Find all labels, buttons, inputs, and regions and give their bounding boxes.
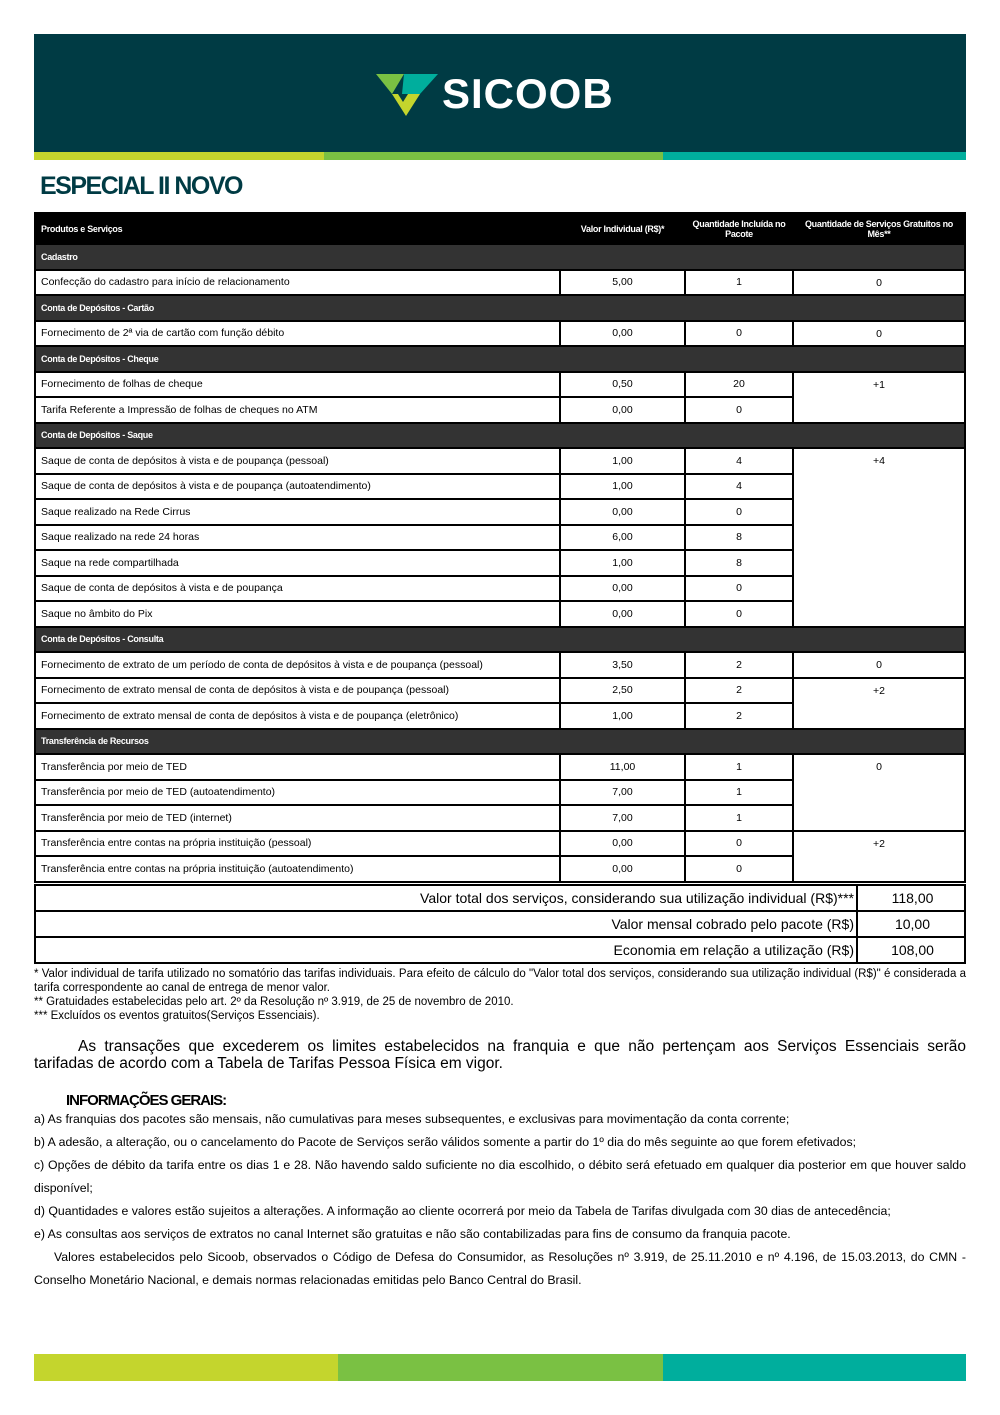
section-row (35, 295, 965, 321)
table-row (35, 372, 965, 398)
service-included: 0 (685, 601, 793, 627)
service-name: Confecção do cadastro para início de relacionamento (35, 270, 560, 296)
service-name: Fornecimento de extrato mensal de conta de depósitos à vista e de poupança (pessoal) (35, 678, 560, 704)
savings-label: Economia em relação a utilização (R$) (35, 937, 857, 963)
service-value: 11,00 (560, 754, 685, 780)
service-included: 0 (685, 499, 793, 525)
footnote: ** Gratuidades estabelecidas pelo art. 2º da Resolução nº 3.919, de 25 de novembro de 2010. (34, 996, 514, 1008)
service-included: 1 (685, 270, 793, 296)
service-name: Saque de conta de depósitos à vista e de poupança (autoatendimento) (35, 474, 560, 500)
service-name: Saque na rede compartilhada (35, 550, 560, 576)
footnote: *** Excluídos os eventos gratuitos(Serviços Essenciais). (34, 1010, 320, 1022)
service-free: +2 (793, 678, 965, 729)
service-name: Transferência por meio de TED (35, 754, 560, 780)
table-row (35, 754, 965, 780)
service-included: 8 (685, 550, 793, 576)
service-name: Transferência por meio de TED (internet) (35, 805, 560, 831)
service-included: 20 (685, 372, 793, 398)
service-value: 0,00 (560, 576, 685, 602)
service-name: Transferência entre contas na própria instituição (autoatendimento) (35, 856, 560, 882)
service-value: 0,00 (560, 831, 685, 857)
total-label: Valor total dos serviços, considerando sua utilização individual (R$)*** (35, 885, 857, 911)
footer-stripe (34, 1354, 966, 1381)
service-free: 0 (793, 270, 965, 296)
service-included: 8 (685, 525, 793, 551)
service-value: 0,00 (560, 397, 685, 423)
info-item: c) Opções de débito da tarifa entre os dias 1 e 28. Não havendo saldo suficiente no dia escolhido, o débito será efetuado em qualquer dia posterior em que houver saldo disponível; (34, 1158, 966, 1195)
header-free: Quantidade de Serviços Gratuitos no Mês** (793, 213, 965, 244)
service-name: Saque realizado na Rede Cirrus (35, 499, 560, 525)
service-included: 4 (685, 448, 793, 474)
service-value: 3,50 (560, 652, 685, 678)
service-free: 0 (793, 754, 965, 831)
service-name: Saque de conta de depósitos à vista e de poupança (pessoal) (35, 448, 560, 474)
service-name: Fornecimento de extrato de um período de conta de depósitos à vista e de poupança (pessoal) (35, 652, 560, 678)
service-free: +2 (793, 831, 965, 882)
service-name: Saque no âmbito do Pix (35, 601, 560, 627)
service-value: 1,00 (560, 703, 685, 729)
transactions-note: As transações que excederem os limites estabelecidos na franquia e que não pertençam aos Serviços Essenciais serão tarifadas de acordo com a Tabela de Tarifas Pessoa Física em vigor. (34, 1038, 966, 1072)
service-included: 2 (685, 678, 793, 704)
service-value: 1,00 (560, 448, 685, 474)
section-row (35, 346, 965, 372)
service-included: 0 (685, 856, 793, 882)
table-row (35, 321, 965, 347)
service-value: 0,50 (560, 372, 685, 398)
service-included: 2 (685, 703, 793, 729)
section-row (35, 729, 965, 755)
service-name: Fornecimento de 2ª via de cartão com função débito (35, 321, 560, 347)
table-row (35, 448, 965, 474)
footnotes (34, 967, 966, 1023)
service-value: 7,00 (560, 805, 685, 831)
service-value: 7,00 (560, 780, 685, 806)
info-item: b) A adesão, a alteração, ou o cancelamento do Pacote de Serviços serão válidos somente a partir do 1º dia do mês seguinte ao que forem efetivados; (34, 1135, 857, 1149)
savings-value: 108,00 (857, 937, 965, 963)
info-title: INFORMAÇÕES GERAIS: (66, 1092, 227, 1109)
service-value: 0,00 (560, 856, 685, 882)
service-name: Tarifa Referente a Impressão de folhas de cheques no ATM (35, 397, 560, 423)
page-title: ESPECIAL II NOVO (40, 172, 242, 200)
table-row (35, 270, 965, 296)
total-value: 118,00 (857, 885, 965, 911)
totals-table (34, 884, 966, 964)
section-row (35, 627, 965, 653)
service-included: 0 (685, 576, 793, 602)
footnote: * Valor individual de tarifa utilizado no somatório das tarifas individuais. Para efeito de cálculo do "Valor total dos serviços, considerando sua utilização individual (R$)" é considerada a tarifa correspondente ao canal de entrega de menor valor. (34, 968, 966, 994)
tariff-table (34, 212, 966, 883)
package-value: 10,00 (857, 911, 965, 937)
service-included: 4 (685, 474, 793, 500)
service-value: 5,00 (560, 270, 685, 296)
table-header (35, 213, 965, 244)
header-stripe (34, 152, 966, 160)
table-row (35, 831, 965, 857)
service-included: 0 (685, 321, 793, 347)
sicoob-logo (376, 70, 614, 118)
service-included: 2 (685, 652, 793, 678)
service-value: 0,00 (560, 601, 685, 627)
service-value: 1,00 (560, 474, 685, 500)
service-name: Saque realizado na rede 24 horas (35, 525, 560, 551)
service-name: Fornecimento de folhas de cheque (35, 372, 560, 398)
service-free: 0 (793, 321, 965, 347)
info-item: d) Quantidades e valores estão sujeitos a alterações. A informação ao cliente ocorrerá por meio da Tabela de Tarifas divulgada com 30 dias de antecedência; (34, 1204, 891, 1218)
table-row (35, 652, 965, 678)
service-name: Transferência por meio de TED (autoatendimento) (35, 780, 560, 806)
service-included: 1 (685, 805, 793, 831)
service-value: 1,00 (560, 550, 685, 576)
table-row (35, 678, 965, 704)
service-included: 0 (685, 397, 793, 423)
section-title: Conta de Depósitos - Saque (35, 423, 965, 449)
service-value: 0,00 (560, 499, 685, 525)
service-value: 2,50 (560, 678, 685, 704)
service-free: +4 (793, 448, 965, 627)
service-included: 0 (685, 831, 793, 857)
header-value: Valor Individual (R$)* (560, 213, 685, 244)
section-row (35, 423, 965, 449)
section-title: Conta de Depósitos - Consulta (35, 627, 965, 653)
service-included: 1 (685, 754, 793, 780)
header-included: Quantidade Incluída no Pacote (685, 213, 793, 244)
section-title: Conta de Depósitos - Cheque (35, 346, 965, 372)
info-item: a) As franquias dos pacotes são mensais, não cumulativas para meses subsequentes, e exclusivas para movimentação da conta corrente; (34, 1112, 790, 1126)
service-name: Saque de conta de depósitos à vista e de poupança (35, 576, 560, 602)
service-name: Fornecimento de extrato mensal de conta de depósitos à vista e de poupança (eletrônico) (35, 703, 560, 729)
service-free: 0 (793, 652, 965, 678)
sicoob-logo-icon (376, 72, 438, 116)
service-value: 6,00 (560, 525, 685, 551)
section-row (35, 244, 965, 270)
section-title: Conta de Depósitos - Cartão (35, 295, 965, 321)
info-closing: Valores estabelecidos pelo Sicoob, observados o Código de Defesa do Consumidor, as Resoluções nº 3.919, de 25.11.2010 e nº 4.196, de 15.03.2013, do CMN - Conselho Monetário Nacional, e demais normas relacionadas emitidas pelo Banco Central do Brasil. (34, 1250, 966, 1287)
section-title: Transferência de Recursos (35, 729, 965, 755)
package-label: Valor mensal cobrado pelo pacote (R$) (35, 911, 857, 937)
header-products: Produtos e Serviços (35, 213, 560, 244)
service-name: Transferência entre contas na própria instituição (pessoal) (35, 831, 560, 857)
info-item: e) As consultas aos serviços de extratos no canal Internet são gratuitas e não são contabilizadas para fins de consumo da franquia pacote. (34, 1227, 791, 1241)
section-title: Cadastro (35, 244, 965, 270)
service-value: 0,00 (560, 321, 685, 347)
logo-text: SICOOB (442, 70, 614, 117)
info-list (34, 1108, 966, 1292)
service-free: +1 (793, 372, 965, 423)
service-included: 1 (685, 780, 793, 806)
